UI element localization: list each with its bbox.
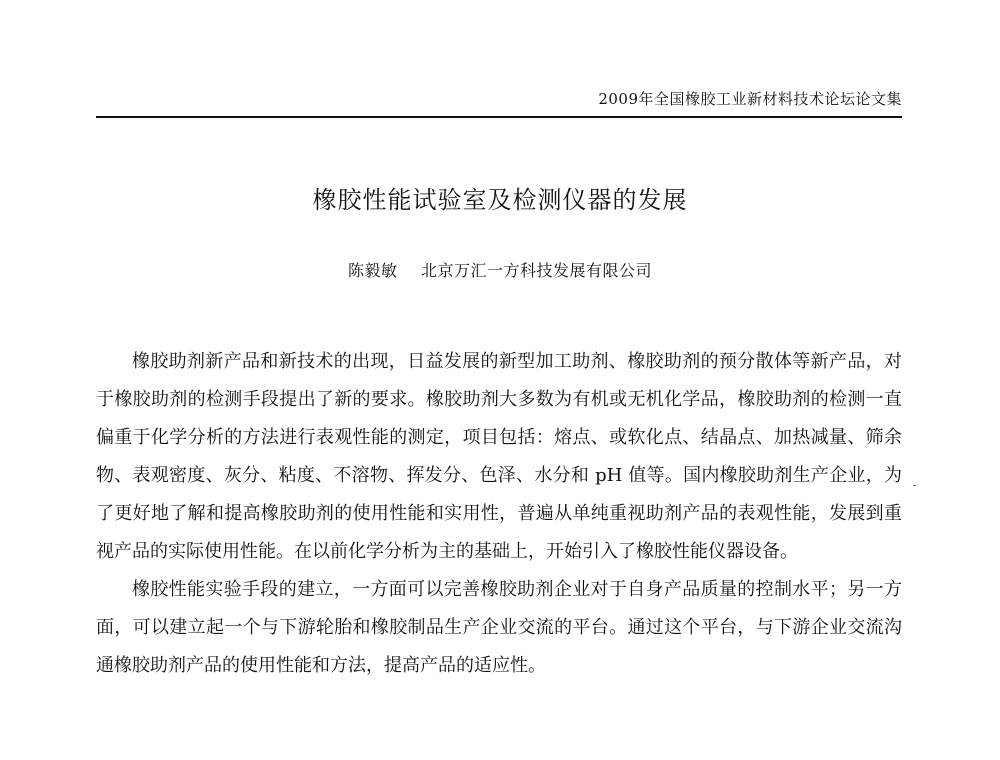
article-title: 橡胶性能试验室及检测仪器的发展 [312, 186, 688, 214]
scan-speck [913, 485, 916, 486]
paragraph-1: 橡胶助剂新产品和新技术的出现，日益发展的新型加工助剂、橡胶助剂的预分散体等新产品，对于橡胶助剂的检测手段提出了新的要求。橡胶助剂大多数为有机或无机化学品，橡胶助剂的检测一直偏重于化学分析的方法进行表观性能的测定，项目包括：熔点、或软化点、结晶点、加热减量、筛余物、表观密度、灰分、粘度、不溶物、挥发分、色泽、水分和 pH 值等。国内橡胶助剂生产企业，为了更好地了解和提高橡胶助剂的使用性能和实用性，普遍从单纯重视助剂产品的表观性能，发展到重视产品的实际使用性能。在以前化学分析为主的基础上，开始引入了橡胶性能仪器设备。 [96, 351, 902, 562]
running-header: 2009年全国橡胶工业新材料技术论坛论文集 [598, 90, 902, 108]
author-name: 陈毅敏 [347, 261, 398, 280]
author-affiliation: 北京万汇一方科技发展有限公司 [421, 261, 653, 280]
article-body [96, 343, 902, 685]
paragraph-2: 橡胶性能实验手段的建立，一方面可以完善橡胶助剂企业对于自身产品质量的控制水平；另一方面，可以建立起一个与下游轮胎和橡胶制品生产企业交流的平台。通过这个平台，与下游企业交流沟通橡胶助剂产品的使用性能和方法，提高产品的适应性。 [96, 579, 902, 676]
header-rule [96, 116, 902, 118]
byline [0, 258, 1000, 281]
